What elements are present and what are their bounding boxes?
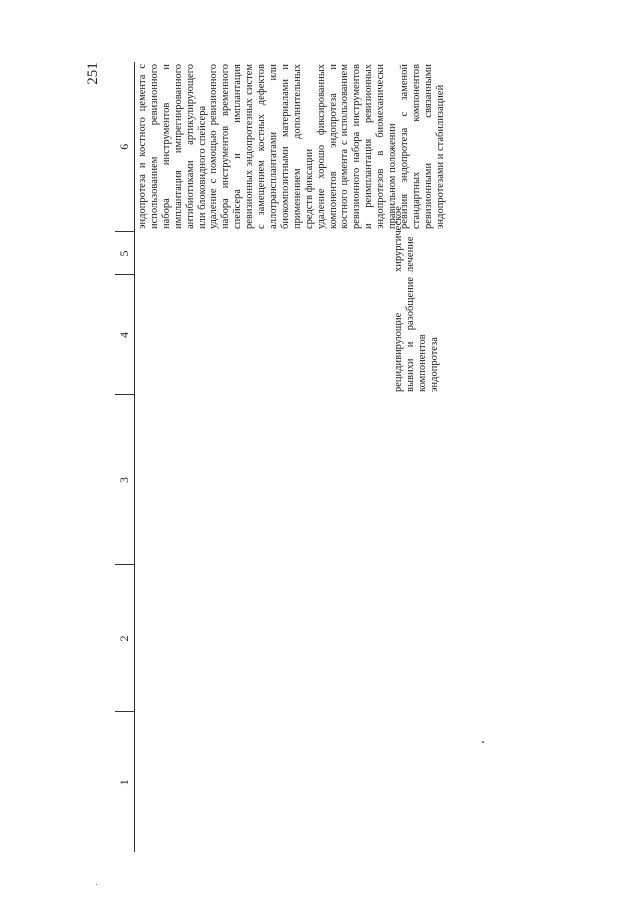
treatment-method-1: эндопротеза и костного цемента с использованием ревизионного набора инструментов и имплантация импрегнированного антибиотиками артикулирующего или блоковидного спейсера <box>137 64 208 229</box>
treatment-method-2: удаление с помощью ревизионного набора инструментов временного спейсера и имплантация ревизионных эндопротезных систем с замещением костных дефектов аллотрансплантатами или биокомпозитными материалами и применением дополнительных средств фиксации <box>208 64 315 229</box>
treatment-type-text: хирургическое лечение <box>393 206 416 272</box>
cell-col-2 <box>135 565 447 712</box>
table-header-row <box>115 62 135 852</box>
column-header-1: 1 <box>115 712 135 852</box>
cell-col-5 <box>135 206 447 275</box>
treatment-method-3: удаление хорошо фиксированных компонентов эндопротеза и костного цемента с использованием ревизионного набора инструментов и реимплантация ревизионных эндопротезов в биомеханически правильном положении <box>315 64 399 229</box>
page-number: 251 <box>84 62 101 85</box>
column-header-2: 2 <box>115 565 135 712</box>
diagnosis-text: рецидивирующие вывихи и разобщение компонентов эндопротеза <box>393 277 440 392</box>
treatment-methods <box>135 64 447 229</box>
cell-col-4 <box>135 275 447 395</box>
column-header-5: 5 <box>115 232 135 275</box>
column-header-4: 4 <box>115 275 135 395</box>
table-row <box>135 62 447 852</box>
column-header-6: 6 <box>115 62 135 232</box>
treatment-method-4: ревизия эндопротеза с заменой стандартных компонентов ревизионными связанными эндопротезами и стабилизацией <box>398 64 446 229</box>
cell-col-6 <box>135 62 447 232</box>
column-header-3: 3 <box>115 395 135 565</box>
cell-col-1 <box>135 712 447 852</box>
medical-procedures-table <box>115 62 447 852</box>
rotated-table-wrapper <box>115 62 585 852</box>
scan-speck <box>96 884 97 885</box>
cell-col-3 <box>135 395 447 565</box>
scan-speck <box>482 741 484 743</box>
